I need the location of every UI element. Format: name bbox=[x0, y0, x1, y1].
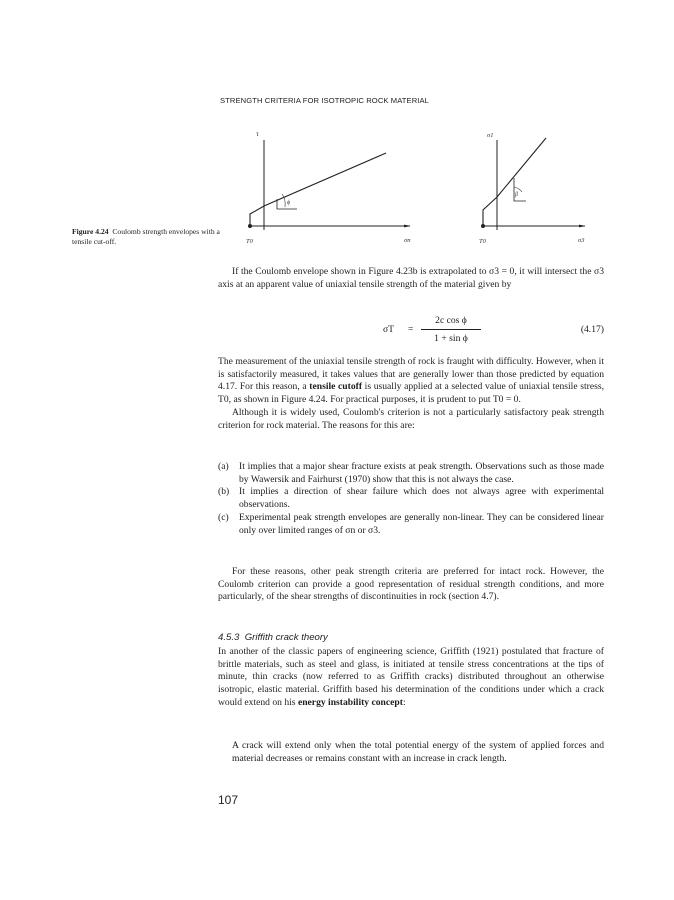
left-panel bbox=[248, 140, 410, 230]
equation-equals: = bbox=[408, 324, 414, 335]
paragraph-5-part-a: In another of the classic papers of engineering science, Griffith (1921) postulated that fracture of brittle materials, such as steel and glass, is initiated at tensile stress concentrations at the tips of minute, thin cracks (now referred to as Griffith cracks) distributed throughout an otherwise isotropic, elastic material. Griffith based his determination of the conditions under which a crack would extend on his bbox=[218, 646, 604, 708]
paragraph-2-part-a: The measurement of the uniaxial tensile strength of rock is fraught with difficulty. However, when it is satisfactorily measured, it takes values that are generally lower than those predicted by equation 4.17. For this reason, a bbox=[218, 356, 604, 393]
left-y-axis-label: τ bbox=[256, 130, 259, 138]
paragraph-2-part-b: is usually applied at a selected value of uniaxial tensile stress, T0, as shown in Figure 4.24. For practical purposes, it is prudent to put T0 = 0. bbox=[218, 381, 604, 406]
term-tensile-cutoff: tensile cutoff bbox=[309, 381, 363, 393]
equation-lhs: σT bbox=[383, 324, 395, 335]
paragraph-4-block bbox=[218, 566, 604, 604]
left-angle-label: ϕ bbox=[287, 200, 291, 206]
list-item bbox=[218, 512, 604, 537]
list-item-text: Experimental peak strength envelopes are generally non-linear. They can be considered linear only over limited ranges of σn or σ3. bbox=[239, 511, 604, 536]
paragraphs-2-3-block bbox=[218, 356, 604, 432]
fraction-bar bbox=[421, 329, 481, 330]
right-angle-label: β bbox=[515, 192, 518, 198]
equation-numerator: 2c cos ϕ bbox=[435, 315, 467, 326]
list-item bbox=[218, 461, 604, 486]
block-quote: A crack will extend only when the total potential energy of the system of applied forces and material decreases or remains constant with an increase in crack length. bbox=[232, 740, 604, 764]
equation-denominator: 1 + sin ϕ bbox=[434, 333, 468, 344]
paragraph-1-block bbox=[218, 266, 604, 291]
term-energy-instability: energy instability concept bbox=[297, 696, 403, 708]
list-item bbox=[218, 486, 604, 511]
paragraph-5 bbox=[218, 646, 604, 710]
section-heading bbox=[218, 632, 328, 643]
paragraph-4: For these reasons, other peak strength criteria are preferred for intact rock. However, the Coulomb criterion can provide a good representation of residual strength conditions, and more particularly, of the shear strengths of discontinuities in rock (section 4.7). bbox=[218, 566, 604, 603]
list-item-label: (a) bbox=[218, 461, 229, 472]
list-item-label: (b) bbox=[218, 486, 230, 498]
section-title: Griffith crack theory bbox=[244, 632, 328, 643]
figure-caption-text: Coulomb strength envelopes with a tensile cut-off. bbox=[72, 227, 220, 246]
list-item-text: It implies a direction of shear failure which does not always agree with experimental observations. bbox=[239, 486, 604, 511]
left-x-axis-label: σn bbox=[404, 237, 411, 244]
right-origin-label: T0 bbox=[479, 238, 486, 245]
list-item-label: (c) bbox=[218, 511, 229, 523]
right-x-axis-label: σ3 bbox=[578, 237, 585, 244]
page-number: 107 bbox=[218, 793, 239, 807]
paragraph-1: If the Coulomb envelope shown in Figure 4.23b is extrapolated to σ3 = 0, it will intersect the σ3 axis at an apparent value of uniaxial tensile strength of the material given by bbox=[218, 266, 604, 290]
list-item-text: It implies that a major shear fracture exists at peak strength. Observations such as those made by Wawersik and Fairhurst (1970) show that this is not always the case. bbox=[239, 461, 604, 485]
right-y-axis-label: σ1 bbox=[487, 132, 494, 139]
figure-caption-label: Figure 4.24 bbox=[72, 227, 109, 236]
equation-4-17 bbox=[218, 313, 604, 349]
right-panel bbox=[481, 138, 585, 230]
paragraph-2 bbox=[218, 356, 604, 407]
paragraph-5-part-b: : bbox=[402, 696, 406, 708]
running-head: STRENGTH CRITERIA FOR ISOTROPIC ROCK MATERIAL bbox=[220, 96, 429, 105]
figure-4-24 bbox=[0, 0, 674, 260]
equation-number: (4.17) bbox=[580, 324, 604, 335]
figure-caption bbox=[72, 227, 222, 247]
left-origin-label: T0 bbox=[246, 238, 253, 245]
reasons-list bbox=[218, 461, 604, 537]
section-number: 4.5.3 bbox=[218, 632, 240, 643]
paragraph-5-block bbox=[218, 646, 604, 710]
paragraph-3: Although it is widely used, Coulomb's criterion is not a particularly satisfactory peak strength criterion for rock material. The reasons for this are: bbox=[218, 406, 604, 431]
